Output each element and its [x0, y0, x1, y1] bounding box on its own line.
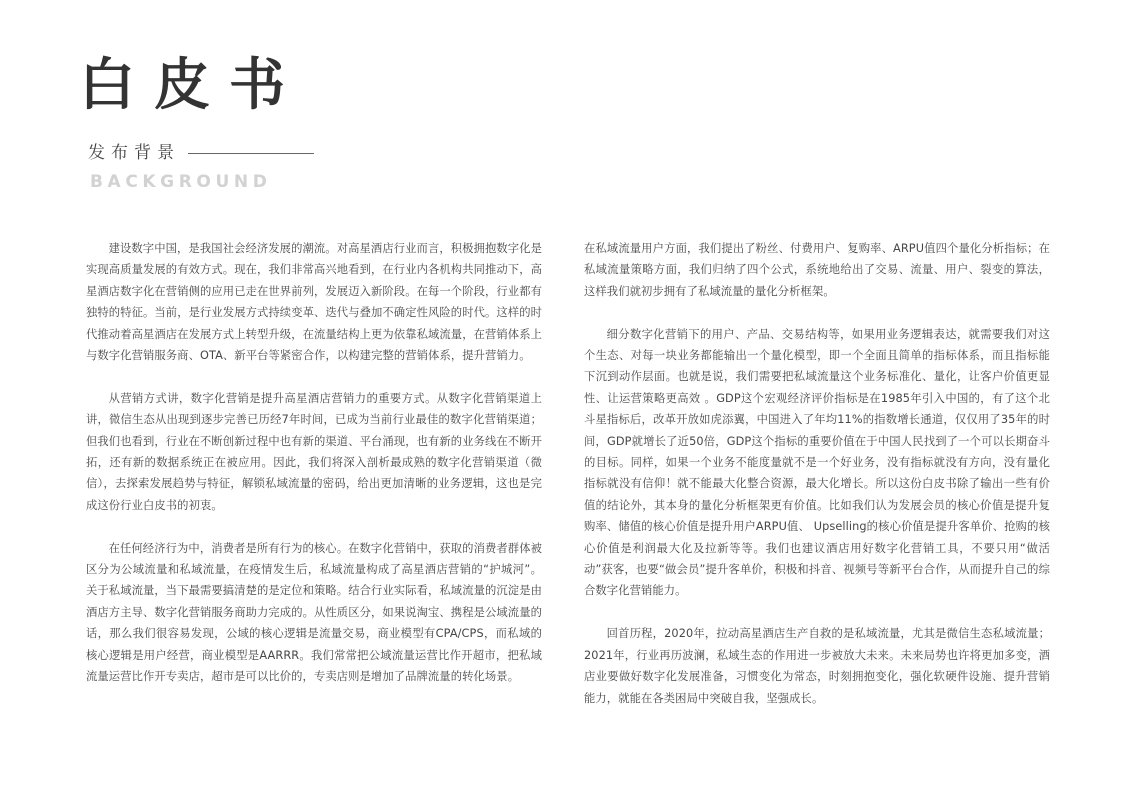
- right-paragraph-3: 回首历程，2020年，拉动高星酒店生产自救的是私域流量，尤其是微信生态私域流量；2021年，行业再历波澜，私域生态的作用进一步被放大未来。未来局势也许将更加多变，酒店业要做好数字化发展准备，习惯变化为常态，时刻拥抱变化，强化软硬件设施、提升营销能力，就能在各类困局中突破自我，坚强成长。: [584, 627, 1050, 705]
- right-paragraph-2: 细分数字化营销下的用户、产品、交易结构等，如果用业务逻辑表达，就需要我们对这个生态、对每一块业务都能输出一个量化模型，即一个全面且简单的指标体系，而且指标能下沉到动作层面。也就是说，我们需要把私域流量这个业务标准化、量化，让客户价值更显性、让运营策略更高效 。GDP这个宏观经济评价指标是在1985年引入中国的，有了这个北斗星指标后，改革开放如虎添翼，中国进入了年均11%的指数增长通道，仅仅用了35年的时间，GDP就增长了近50倍，GDP这个指标的重要价值在于中国人民找到了一个可以长期奋斗的目标。同样，如果一个业务不能度量就不是一个好业务，没有指标就没有方向，没有量化指标就没有信仰！就不能最大化整合资源，最大化增长。所以这份白皮书除了输出一些有价值的结论外，其本身的量化分析框架更有价值。比如我们认为发展会员的核心价值是提升复购率、储值的核心价值是提升用户ARPU值、 Upselling的核心价值是提升客单价、抢购的核心价值是利润最大化及拉新等等。我们也建议酒店用好数字化营销工具，不要只用“做活动”获客，也要“做会员”提升客单价，积极和抖音、视频号等新平台合作，从而提升自己的综合数字化营销能力。: [584, 327, 1050, 598]
- left-text-column: [86, 238, 542, 688]
- right-text-column: [584, 238, 1050, 709]
- section-subtitle: 发布背景: [88, 142, 180, 163]
- section-subtitle-row: [88, 141, 314, 165]
- right-paragraph-1: 在私域流量用户方面，我们提出了粉丝、付费用户、复购率、ARPU值四个量化分析指标；在私域流量策略方面，我们归纳了四个公式，系统地给出了交易、流量、用户、裂变的算法，这样我们就初步拥有了私域流量的量化分析框架。: [584, 242, 1050, 298]
- left-paragraph-2: 从营销方式讲，数字化营销是提升高星酒店营销力的重要方式。从数字化营销渠道上讲，微信生态从出现到逐步完善已历经7年时间，已成为当前行业最佳的数字化营销渠道；但我们也看到，行业在不断创新过程中也有新的渠道、平台涌现，也有新的业务线在不断开拓，还有新的数据系统正在被应用。因此，我们将深入剖析最成熟的数字化营销渠道（微信），去探索发展趋势与特征，解锁私域流量的密码，给出更加清晰的业务逻辑，这也是完成这份行业白皮书的初衷。: [86, 391, 542, 512]
- left-paragraph-1: 建设数字中国，是我国社会经济发展的潮流。对高星酒店行业而言，积极拥抱数字化是实现高质量发展的有效方式。现在，我们非常高兴地看到，在行业内各机构共同推动下，高星酒店数字化在营销侧的应用已走在世界前列，发展迈入新阶段。在每一个阶段，行业都有独特的特征。当前，是行业发展方式持续变革、迭代与叠加不确定性风险的时代。这样的时代推动着高星酒店在发展方式上转型升级，在流量结构上更为依靠私域流量，在营销体系上与数字化营销服务商、OTA、新平台等紧密合作，以构建完整的营销体系，提升营销力。: [86, 242, 542, 363]
- page-title: 白皮书: [79, 53, 304, 118]
- left-paragraph-3: 在任何经济行为中，消费者是所有行为的核心。在数字化营销中，获取的消费者群体被区分为公域流量和私域流量，在疫情发生后，私域流量构成了高星酒店营销的“护城河”。关于私域流量，当下最需要搞清楚的是定位和策略。结合行业实际看，私域流量的沉淀是由酒店方主导、数字化营销服务商助力完成的。从性质区分，如果说淘宝、携程是公域流量的话，那么我们很容易发现，公域的核心逻辑是流量交易，商业模型有CPA/CPS，而私域的核心逻辑是用户经营，商业模型是AARRR。我们常常把公域流量运营比作开超市，把私域流量运营比作开专卖店，超市是可以比价的，专卖店则是增加了品牌流量的转化场景。: [86, 541, 542, 684]
- subtitle-divider: [188, 153, 314, 154]
- section-subtitle-english: BACKGROUND: [90, 172, 272, 192]
